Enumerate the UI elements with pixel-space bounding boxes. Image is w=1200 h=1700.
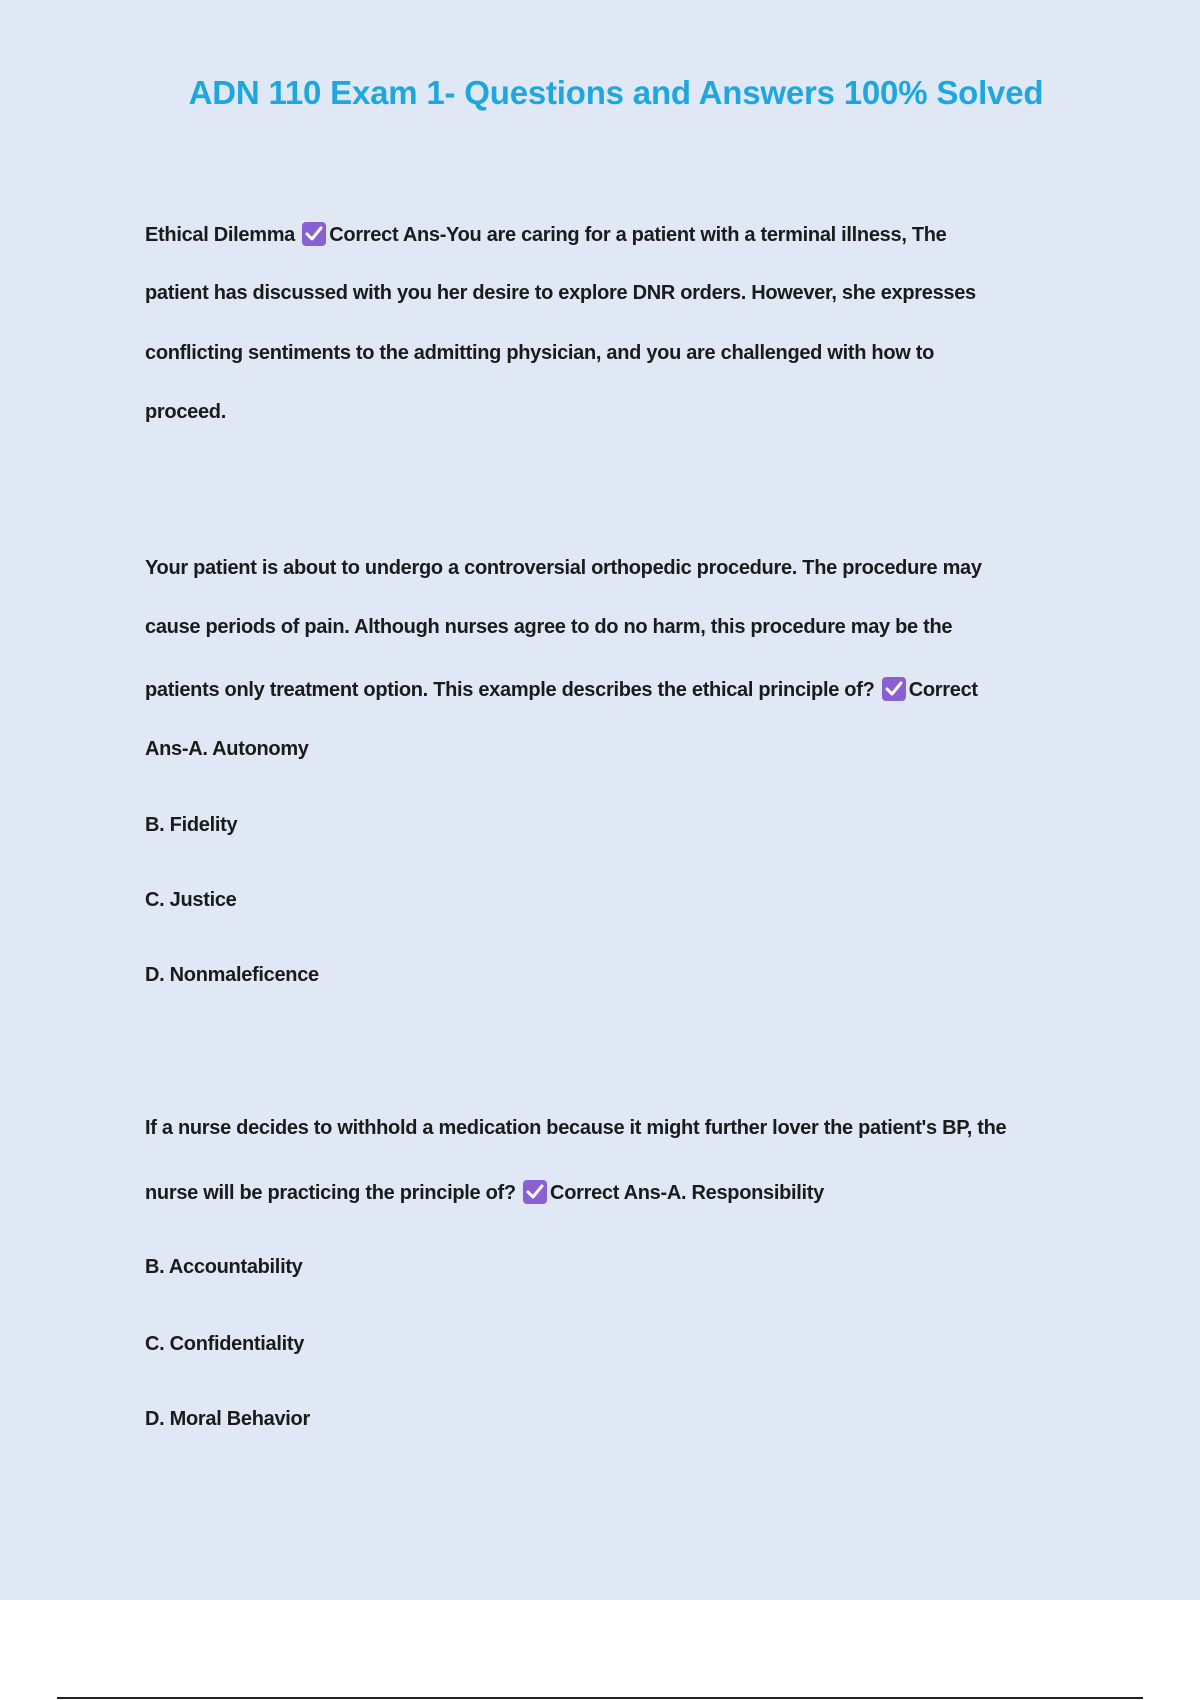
qa-line: conflicting sentiments to the admitting physician, and you are challenged with how to xyxy=(145,342,935,364)
qa-line: patient has discussed with you her desire to explore DNR orders. However, she expresses xyxy=(145,282,976,304)
question-text: patients only treatment option. This example describes the ethical principle of? xyxy=(145,679,880,701)
answer-option-c: C. Justice xyxy=(145,889,237,911)
answer-option-b: B. Accountability xyxy=(145,1256,303,1278)
answer-option-a: Ans-A. Autonomy xyxy=(145,738,309,760)
qa-line: cause periods of pain. Although nurses agree to do no harm, this procedure may be the xyxy=(145,616,953,638)
qa-line xyxy=(145,677,978,702)
qa-line xyxy=(145,222,947,247)
qa-line: Your patient is about to undergo a controversial orthopedic procedure. The procedure may xyxy=(145,557,982,579)
answer-text: Correct xyxy=(908,679,978,701)
check-icon xyxy=(882,677,906,701)
answer-text: Correct Ans-You are caring for a patient with a terminal illness, The xyxy=(329,224,947,246)
answer-option-d: D. Moral Behavior xyxy=(145,1408,310,1430)
answer-option-d: D. Nonmaleficence xyxy=(145,964,319,986)
question-text: Ethical Dilemma xyxy=(145,224,301,246)
check-icon xyxy=(302,222,326,246)
answer-option-b: B. Fidelity xyxy=(145,814,238,836)
page-divider xyxy=(57,1697,1143,1699)
answer-option-c: C. Confidentiality xyxy=(145,1333,305,1355)
answer-text: Correct Ans-A. Responsibility xyxy=(550,1182,824,1204)
question-text: nurse will be practicing the principle of? xyxy=(145,1182,522,1204)
check-icon xyxy=(523,1180,547,1204)
qa-line: proceed. xyxy=(145,401,226,423)
qa-line: If a nurse decides to withhold a medication because it might further lover the patient's BP, the xyxy=(145,1117,1007,1139)
document-title: ADN 110 Exam 1- Questions and Answers 100% Solved xyxy=(188,74,1044,111)
qa-line xyxy=(145,1180,824,1205)
